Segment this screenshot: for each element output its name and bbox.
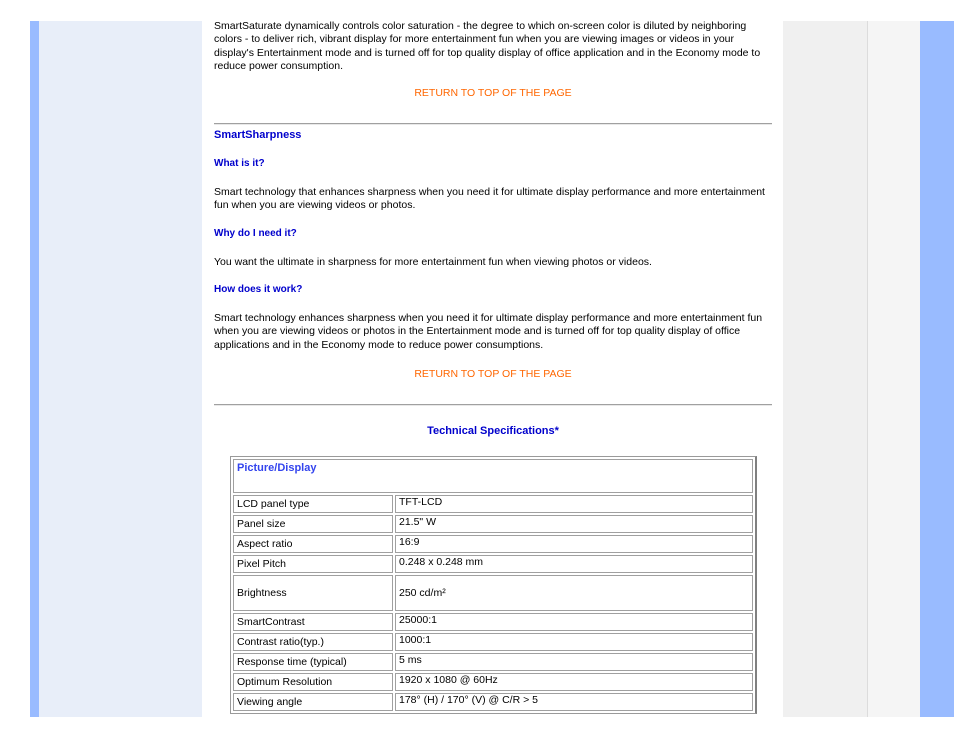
- table-row: [233, 653, 753, 671]
- table-row: [233, 575, 753, 611]
- spec-label: Viewing angle: [233, 693, 393, 711]
- spec-value: TFT-LCD: [395, 495, 753, 513]
- what-is-it-answer: Smart technology that enhances sharpness when you need it for ultimate display performance and more entertainment fun when you are viewing videos or photos.: [214, 186, 765, 212]
- table-row: [233, 613, 753, 631]
- spec-value: 250 cd/m²: [395, 575, 753, 611]
- right-sidebar-stripe: [920, 21, 954, 717]
- spec-label: Pixel Pitch: [233, 555, 393, 573]
- what-is-it-heading: What is it?: [214, 158, 265, 169]
- specs-group-title: Picture/Display: [233, 459, 753, 493]
- left-sidebar-stripe: [30, 21, 39, 717]
- spec-label: LCD panel type: [233, 495, 393, 513]
- spec-label: Brightness: [233, 575, 393, 611]
- specs-group-row: [233, 459, 753, 493]
- table-row: [233, 535, 753, 553]
- spec-label: Aspect ratio: [233, 535, 393, 553]
- how-answer: Smart technology enhances sharpness when you need it for ultimate display performance and more entertainment fun when you are viewing videos or photos in the Entertainment mode and is turned off for top quality display of office applications and in the Economy mode to reduce power consumptions.: [214, 312, 763, 351]
- why-heading: Why do I need it?: [214, 228, 297, 239]
- return-to-top-link-2[interactable]: RETURN TO TOP OF THE PAGE: [414, 368, 572, 380]
- spec-value: 178° (H) / 170° (V) @ C/R > 5: [395, 693, 753, 711]
- spec-value: 25000:1: [395, 613, 753, 631]
- specs-table: [230, 456, 757, 714]
- spec-label: Response time (typical): [233, 653, 393, 671]
- how-heading: How does it work?: [214, 284, 303, 295]
- section-title: SmartSharpness: [214, 129, 302, 141]
- spec-value: 0.248 x 0.248 mm: [395, 555, 753, 573]
- spec-value: 5 ms: [395, 653, 753, 671]
- right-sidebar-panel-2: [867, 21, 921, 717]
- specs-heading: Technical Specifications*: [427, 425, 559, 437]
- divider-2: [214, 404, 772, 406]
- spec-value: 21.5" W: [395, 515, 753, 533]
- return-to-top-link-1[interactable]: RETURN TO TOP OF THE PAGE: [414, 87, 572, 99]
- right-sidebar-panel: [783, 21, 867, 717]
- why-answer: You want the ultimate in sharpness for more entertainment fun when viewing photos or videos.: [214, 256, 652, 268]
- table-row: [233, 555, 753, 573]
- spec-label: Contrast ratio(typ.): [233, 633, 393, 651]
- table-row: [233, 673, 753, 691]
- smartsaturate-paragraph: SmartSaturate dynamically controls color saturation - the degree to which on-screen color is diluted by neighboring colors - to deliver rich, vibrant display for more entertainment fun when you are viewing images or videos in your display's Entertainment mode and is turned off for top quality display of office application and in the Economy mode to reduce power consumption.: [214, 20, 761, 72]
- table-row: [233, 633, 753, 651]
- table-row: [233, 515, 753, 533]
- divider-1: [214, 123, 772, 125]
- spec-value: 1920 x 1080 @ 60Hz: [395, 673, 753, 691]
- table-row: [233, 693, 753, 711]
- spec-value: 1000:1: [395, 633, 753, 651]
- table-row: [233, 495, 753, 513]
- spec-label: Panel size: [233, 515, 393, 533]
- spec-label: Optimum Resolution: [233, 673, 393, 691]
- left-sidebar-panel: [39, 21, 202, 717]
- spec-label: SmartContrast: [233, 613, 393, 631]
- spec-value: 16:9: [395, 535, 753, 553]
